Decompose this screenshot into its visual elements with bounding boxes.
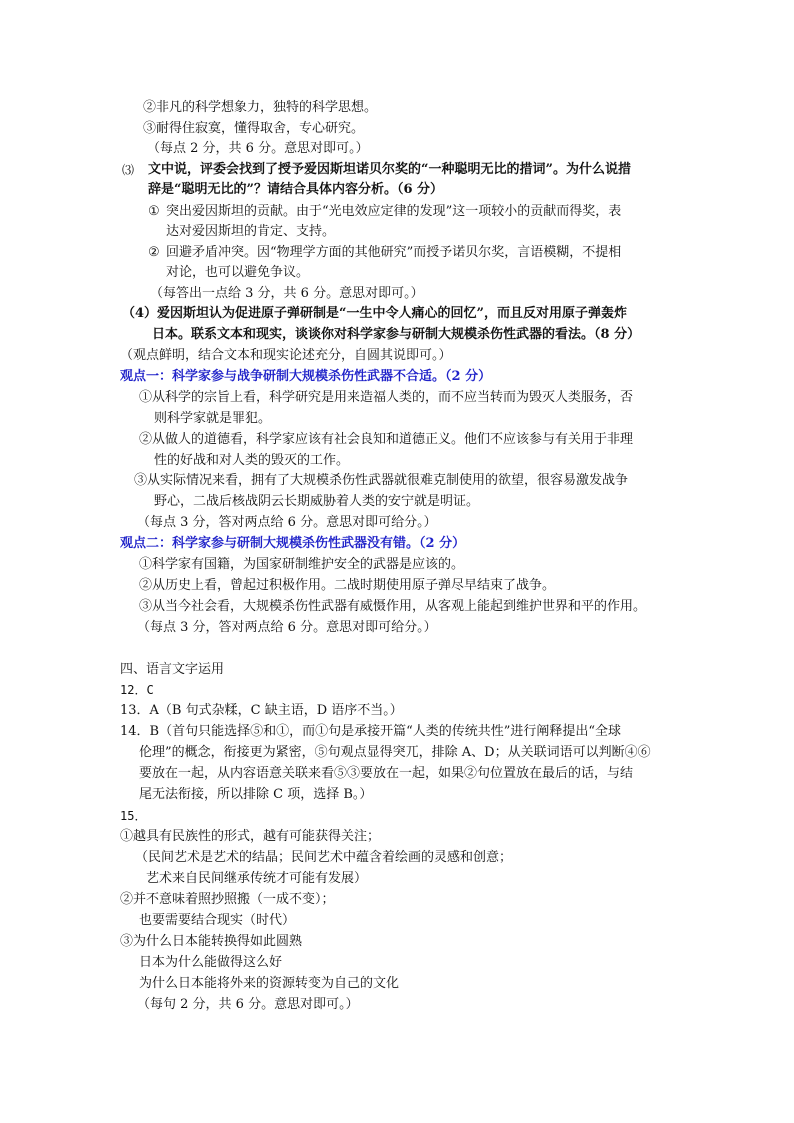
view-one-score-note: （每点 3 分，答对两点给 6 分。意思对即可给分。） xyxy=(137,515,437,530)
view-two-point-1: ①科学家有国籍，为国家研制维护安全的武器是应该的。 xyxy=(139,557,465,572)
section-four-heading: 四、语言文字运用 xyxy=(120,662,225,677)
view-two-score-note: （每点 3 分，答对两点给 6 分。意思对即可给分。） xyxy=(137,620,437,635)
answer-14-line1: 14．B（首句只能选择⑤和①，而①句是承接开篇“人类的传统共性”进行阐释提出“全球 xyxy=(120,724,622,739)
view-two-point-2: ②从历史上看，曾起过积极作用。二战时期使用原子弹尽早结束了战争。 xyxy=(139,578,556,593)
answer-13: 13．A（B 句式杂糅，C 缺主语，D 语序不当。） xyxy=(120,703,403,718)
q4-grading-note: （观点鲜明，结合文本和现实论述充分，自圆其说即可。） xyxy=(120,348,452,363)
q3-answer-2-line1: 回避矛盾冲突。因“物理学方面的其他研究”而授予诺贝尔奖，言语模糊，不提相 xyxy=(166,245,622,260)
answer-14-line3: 要放在一起，从内容语意关联来看⑤③要放在一起，如果②句位置放在最后的话，与结 xyxy=(139,766,634,781)
answer-15-point-1-note-line1: （民间艺术是艺术的结晶；民间艺术中蕴含着绘画的灵感和创意； xyxy=(135,850,513,865)
q3-answer-2-num: ② xyxy=(148,245,160,260)
answer-15-point-3-alt2: 为什么日本能将外来的资源转变为自己的文化 xyxy=(139,976,400,991)
answer-15-point-1: ①越具有民族性的形式，越有可能获得关注； xyxy=(120,829,381,844)
view-one-point-3-line1: ③从实际情况来看，拥有了大规模杀伤性武器就很难克制使用的欲望，很容易激发战争 xyxy=(134,473,629,488)
q4-prompt-line2: 日本。联系文本和现实，谈谈你对科学家参与研制大规模杀伤性武器的看法。（8 分） xyxy=(152,327,641,342)
q3-prompt-line2: 辞是“聪明无比的”？请结合具体内容分析。（6 分） xyxy=(148,182,444,197)
q3-score-note: （每答出一点给 3 分，共 6 分。意思对即可。） xyxy=(150,286,424,301)
view-two-point-3: ③从当今社会看，大规模杀伤性武器有威慑作用，从客观上能起到维护世界和平的作用。 xyxy=(139,599,647,614)
q3-answer-1-line1: 突出爱因斯坦的贡献。由于“光电效应定律的发现”这一项较小的贡献而得奖，表 xyxy=(166,204,622,219)
view-one-point-1-line1: ①从科学的宗旨上看，科学研究是用来造福人类的，而不应当转而为毁灭人类服务，否 xyxy=(139,390,634,405)
view-two-title: 观点二：科学家参与研制大规模杀伤性武器没有错。（2 分） xyxy=(120,536,466,551)
view-one-point-2-line2: 性的好战和对人类的毁灭的工作。 xyxy=(154,453,350,468)
q1-item-3: ③耐得住寂寞，懂得取舍，专心研究。 xyxy=(143,121,365,136)
q3-answer-2-line2: 对论，也可以避免争议。 xyxy=(166,265,310,280)
view-one-point-3-line2: 野心，二战后核战阴云长期威胁着人类的安宁就是明证。 xyxy=(154,494,480,509)
answer-15-number: 15． xyxy=(120,809,147,823)
view-one-title: 观点一：科学家参与战争研制大规模杀伤性武器不合适。（2 分） xyxy=(120,369,492,384)
view-one-point-2-line1: ②从做人的道德看，科学家应该有社会良知和道德正义。他们不应该参与有关用于非理 xyxy=(139,432,634,447)
view-one-point-1-line2: 则科学家就是罪犯。 xyxy=(154,411,272,426)
answer-14-line4: 尾无法衔接，所以排除 C 项，选择 B。） xyxy=(139,787,373,802)
q3-number: ⑶ xyxy=(122,163,135,177)
q3-answer-1-line2: 达对爱因斯坦的肯定、支持。 xyxy=(166,224,336,239)
answer-12: 12．C xyxy=(120,683,154,697)
answer-15-point-2-alt: 也要需要结合现实（时代） xyxy=(139,913,296,928)
q4-prompt-line1: （4）爱因斯坦认为促进原子弹研制是“一生中令人痛心的回忆”，而且反对用原子弹轰炸 xyxy=(122,306,628,321)
q3-prompt-line1: 文中说，评委会找到了授予爱因斯坦诺贝尔奖的“一种聪明无比的措词”。为什么说措 xyxy=(148,162,631,177)
q1-item-2: ②非凡的科学想象力，独特的科学思想。 xyxy=(143,100,378,115)
q1-score-note: （每点 2 分，共 6 分。意思对即可。） xyxy=(147,141,369,156)
answer-15-point-1-note-line2: 艺术来自民间继承传统才可能有发展） xyxy=(146,871,368,886)
answer-15-point-3: ③为什么日本能转换得如此圆熟 xyxy=(120,934,303,949)
answer-15-score-note: （每句 2 分，共 6 分。意思对即可。） xyxy=(137,997,359,1012)
answer-15-point-3-alt1: 日本为什么能做得这么好 xyxy=(139,955,283,970)
answer-15-point-2: ②并不意味着照抄照搬（一成不变）； xyxy=(120,892,335,907)
q3-answer-1-num: ① xyxy=(148,204,160,219)
answer-14-line2: 伦理”的概念，衔接更为紧密，⑤句观点显得突兀，排除 A、D；从关联词语可以判断④⑥ xyxy=(139,745,651,760)
